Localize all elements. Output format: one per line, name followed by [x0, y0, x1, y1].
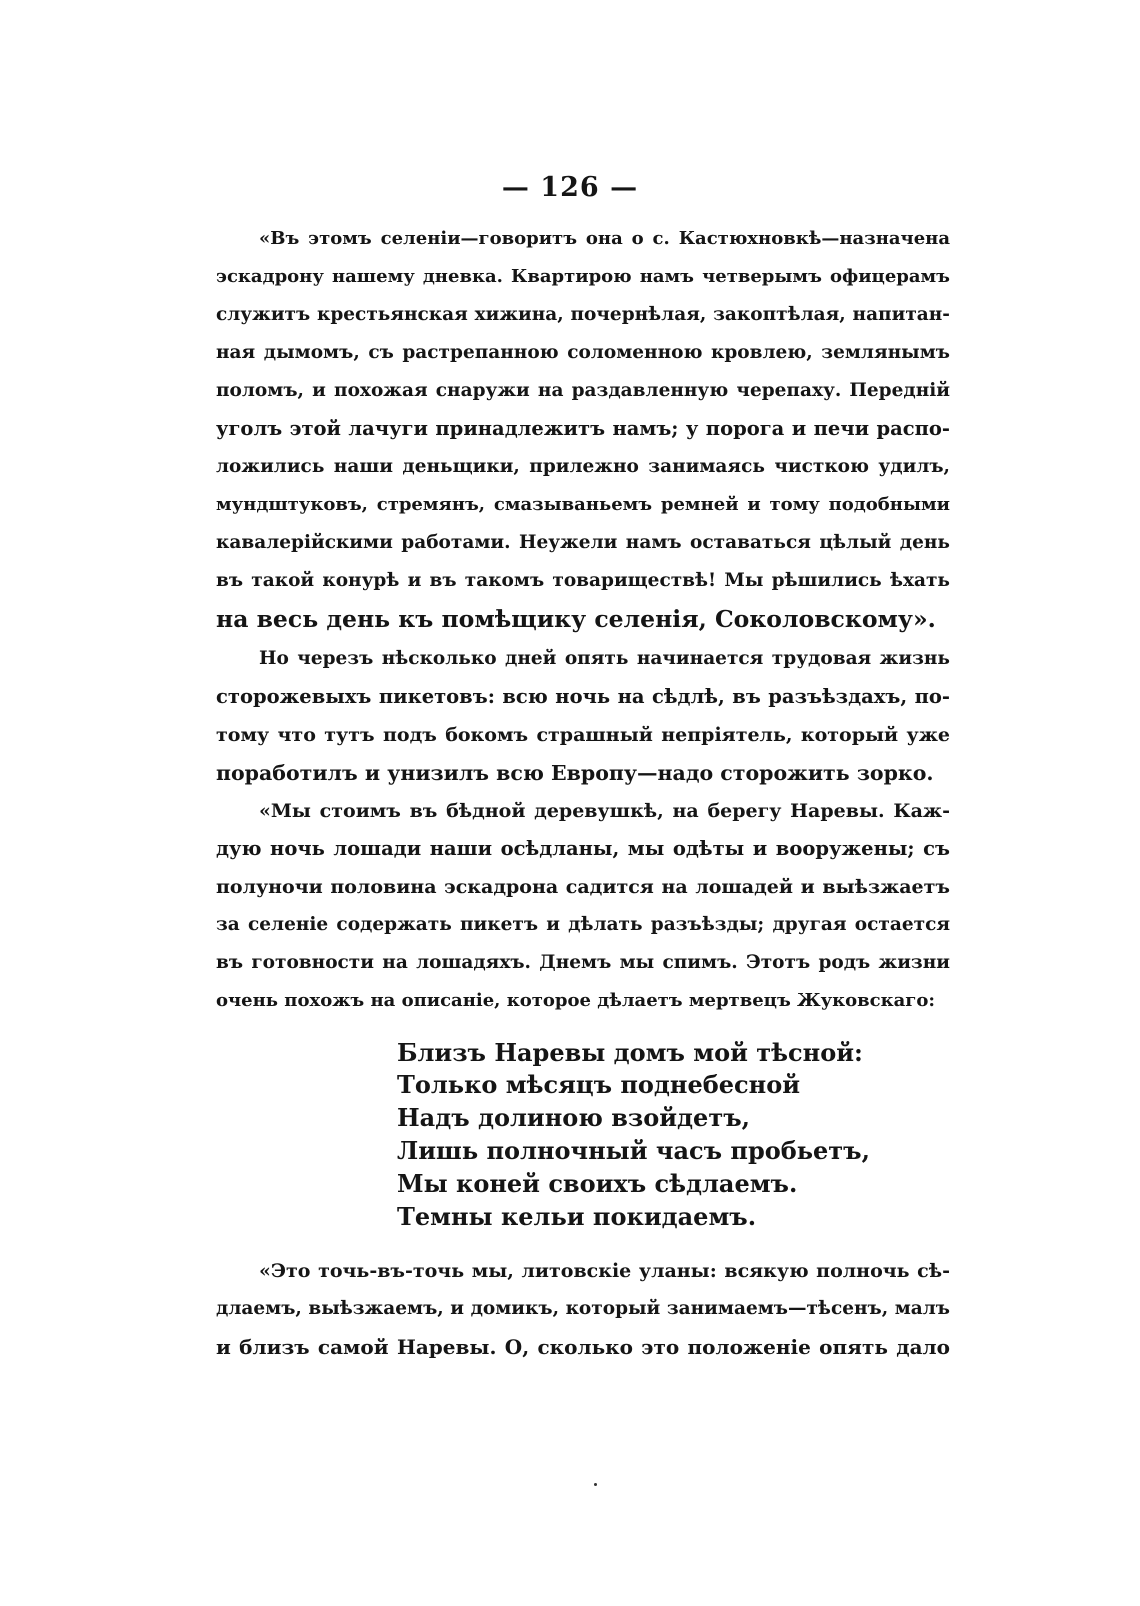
- paragraph-2-line-3: тому что тутъ подъ бокомъ страшный непріятель, который уже: [216, 724, 950, 746]
- verse-line-1: Близъ Наревы домъ мой тѣсной:: [397, 1038, 863, 1067]
- paragraph-1-line-6: уголъ этой лачуги принадлежитъ намъ; у порога и печи распо-: [216, 417, 950, 440]
- paragraph-3-line-1: «Мы стоимъ въ бѣдной деревушкѣ, на берегу Наревы. Каж-: [259, 800, 950, 822]
- paragraph-1-line-3: служитъ крестьянская хижина, почернѣлая, закоптѣлая, напитан-: [216, 304, 950, 325]
- paragraph-2-line-4: поработилъ и унизилъ всю Европу—надо сторожить зорко.: [216, 761, 934, 785]
- verse-line-4: Лишь полночный часъ пробьетъ,: [397, 1136, 870, 1165]
- paragraph-1-line-2: эскадрону нашему дневка. Квартирою намъ четверымъ офицерамъ: [216, 266, 950, 287]
- closing-line-2: длаемъ, выѣзжаемъ, и домикъ, который занимаемъ—тѣсенъ, малъ: [216, 1298, 950, 1319]
- paragraph-1-line-9: кавалерійскими работами. Неужели намъ оставаться цѣлый день: [216, 532, 950, 553]
- paragraph-1-line-5: поломъ, и похожая снаружи на раздавленную черепаху. Передній: [216, 380, 950, 401]
- paragraph-3-line-4: за селеніе содержать пикетъ и дѣлать разъѣзды; другая остается: [216, 914, 950, 935]
- paragraph-1-line-10: въ такой конурѣ и въ такомъ товариществѣ! Мы рѣшились ѣхать: [216, 570, 950, 591]
- paragraph-1-line-1: «Въ этомъ селеніи—говоритъ она о с. Кастюхновкѣ—назначена: [259, 228, 950, 249]
- ink-speck: [594, 1483, 597, 1486]
- closing-line-1: «Это точь-въ-точь мы, литовскіе уланы: всякую полночь сѣ-: [259, 1260, 950, 1282]
- paragraph-3-line-2: дую ночь лошади наши осѣдланы, мы одѣты и вооружены; съ: [216, 837, 950, 860]
- paragraph-2-line-1: Но черезъ нѣсколько дней опять начинается трудовая жизнь: [259, 648, 950, 669]
- paragraph-1-line-8: мундштуковъ, стремянъ, смазываньемъ ремней и тому подобными: [216, 494, 950, 515]
- verse-line-6: Темны кельи покидаемъ.: [397, 1202, 757, 1231]
- paragraph-3-line-3: полуночи половина эскадрона садится на лошадей и выѣзжаетъ: [216, 876, 950, 898]
- closing-line-3: и близъ самой Наревы. О, сколько это положеніе опять дало: [216, 1335, 950, 1359]
- verse-line-5: Мы коней своихъ сѣдлаемъ.: [397, 1169, 798, 1198]
- paragraph-3-line-5: въ готовности на лошадяхъ. Днемъ мы спимъ. Этотъ родъ жизни: [216, 952, 950, 973]
- paragraph-1-line-7: ложились наши деньщики, прилежно занимаясь чисткою удилъ,: [216, 456, 950, 477]
- paragraph-1-line-4: ная дымомъ, съ растрепанною соломенною кровлею, землянымъ: [216, 342, 950, 363]
- paragraph-3-line-6: очень похожъ на описаніе, которое дѣлаетъ мертвецъ Жуковскаго:: [216, 990, 935, 1011]
- verse-line-2: Только мѣсяцъ поднебесной: [397, 1070, 801, 1099]
- page-number: — 126 —: [501, 172, 639, 203]
- verse-line-3: Надъ долиною взойдетъ,: [397, 1103, 750, 1132]
- paragraph-1-line-11: на весь день къ помѣщику селенія, Соколовскому».: [216, 605, 936, 633]
- paragraph-2-line-2: сторожевыхъ пикетовъ: всю ночь на сѣдлѣ, въ разъѣздахъ, по-: [216, 685, 950, 708]
